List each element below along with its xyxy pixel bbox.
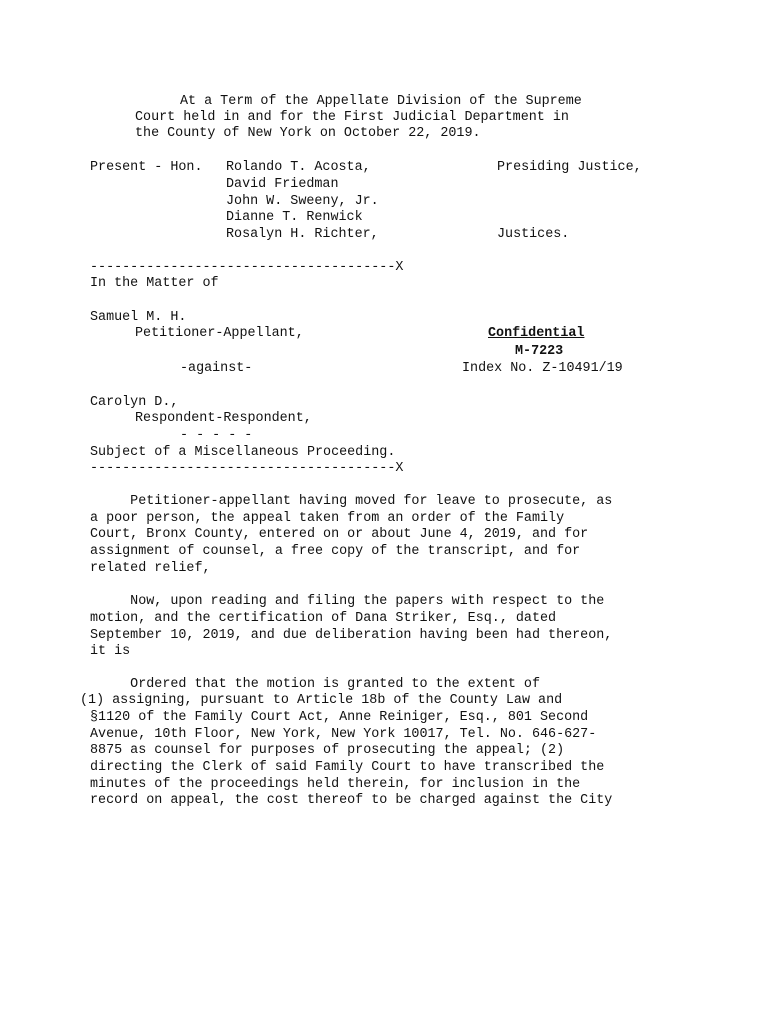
paragraph-line: a poor person, the appeal taken from an order of the Family [90,511,565,526]
paragraph-line: assignment of counsel, a free copy of the transcript, and for [90,544,581,559]
subject-line: Subject of a Miscellaneous Proceeding. [90,445,396,460]
paragraph-line: directing the Clerk of said Family Court to have transcribed the [90,760,605,775]
justice-name: Dianne T. Renwick [226,210,363,225]
confidential-label: Confidential [488,326,585,341]
header-line-2: Court held in and for the First Judicial Department in [135,110,569,125]
paragraph-line: (1) assigning, pursuant to Article 18b of the County Law and [80,693,563,708]
justice-name: John W. Sweeny, Jr. [226,194,379,209]
petitioner-name: Samuel M. H. [90,310,187,325]
paragraph-line: minutes of the proceedings held therein, for inclusion in the [90,777,581,792]
paragraph-line: it is [90,644,131,659]
motion-number: M-7223 [515,344,564,359]
paragraph-line: 8875 as counsel for purposes of prosecuting the appeal; (2) [90,743,565,758]
paragraph-line: Court, Bronx County, entered on or about June 4, 2019, and for [90,527,589,542]
justices-label: Justices. [497,227,570,242]
paragraph-line: record on appeal, the cost thereof to be charged against the City [90,793,613,808]
present-label: Present - Hon. [90,160,203,175]
header-line-1: At a Term of the Appellate Division of the Supreme [180,94,582,109]
caption-divider-top: --------------------------------------X [90,260,404,275]
caption-divider-bottom: --------------------------------------X [90,461,404,476]
against-label: -against- [180,361,253,376]
index-number: Index No. Z-10491/19 [462,361,623,376]
paragraph-line: related relief, [90,561,211,576]
header-line-3: the County of New York on October 22, 2019. [135,126,481,141]
paragraph-line: Avenue, 10th Floor, New York, New York 10017, Tel. No. 646-627- [90,727,597,742]
petitioner-role: Petitioner-Appellant, [135,326,304,341]
paragraph-line: §1120 of the Family Court Act, Anne Reiniger, Esq., 801 Second [90,710,589,725]
caption-dashes: - - - - - [180,428,253,443]
justice-name: David Friedman [226,177,339,192]
paragraph-line: September 10, 2019, and due deliberation having been had thereon, [90,628,613,643]
respondent-name: Carolyn D., [90,395,179,410]
justice-name: Rolando T. Acosta, [226,160,371,175]
paragraph-line: Now, upon reading and filing the papers with respect to the [90,594,605,609]
presiding-justice-label: Presiding Justice, [497,160,642,175]
paragraph-line: Petitioner-appellant having moved for leave to prosecute, as [90,494,613,509]
respondent-role: Respondent-Respondent, [135,411,312,426]
justice-name: Rosalyn H. Richter, [226,227,379,242]
in-the-matter-of: In the Matter of [90,276,219,291]
paragraph-line: motion, and the certification of Dana Striker, Esq., dated [90,611,557,626]
paragraph-line: Ordered that the motion is granted to the extent of [90,677,540,692]
